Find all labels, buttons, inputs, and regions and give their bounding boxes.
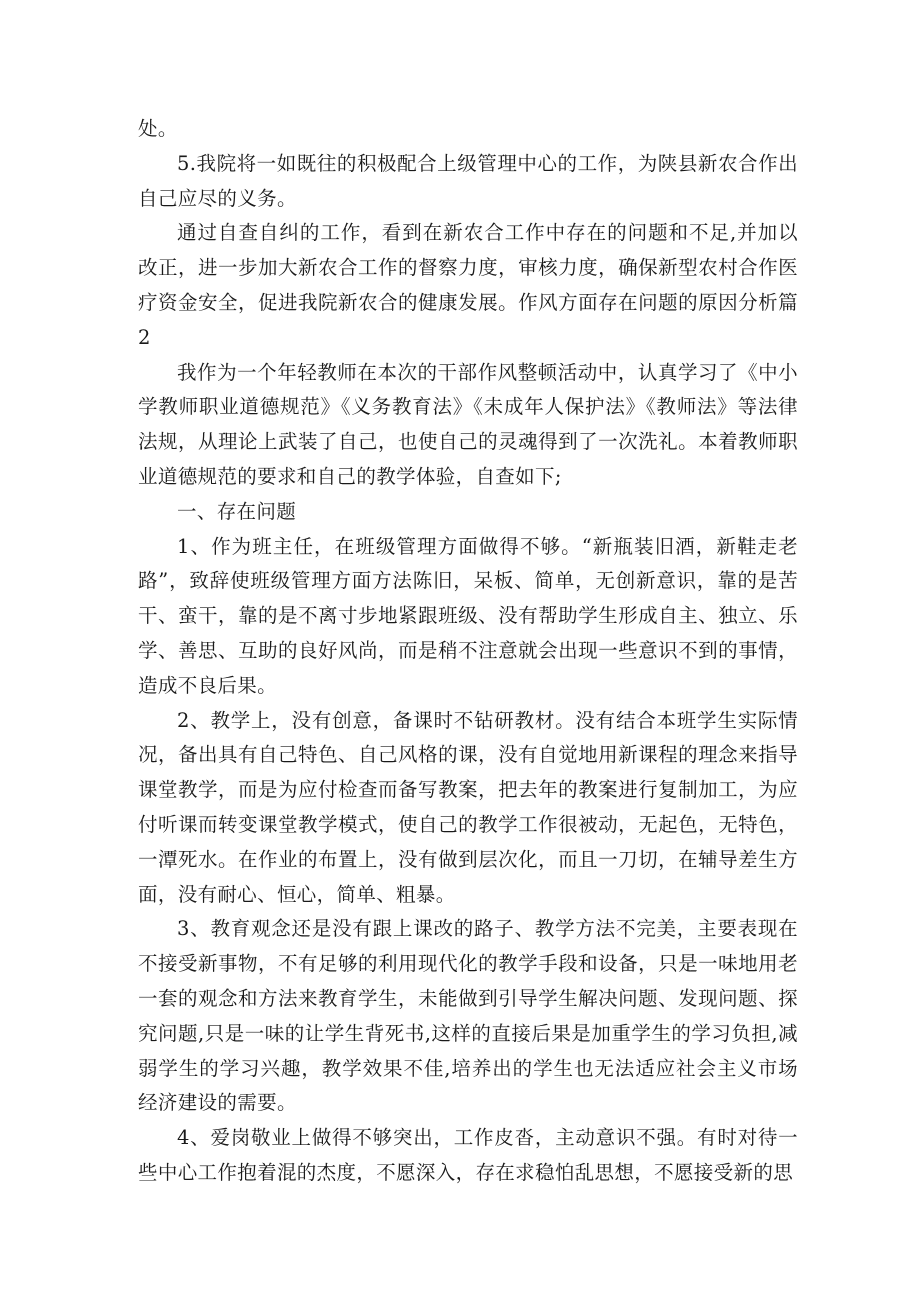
paragraph-continuation: 处。 — [138, 117, 178, 140]
document-body — [138, 112, 798, 1191]
section-heading: 一、存在问题 — [177, 499, 297, 523]
paragraph-issue-2: 2、教学上，没有创意，备课时不钻研教材。没有结合本班学生实际情况，备出具有自己特色、自己风格的课，没有自觉地用新课程的理念来指导课堂教学，而是为应付检查而备写教案，把去年的教案进行复制加工，为应付听课而转变课堂教学模式，使自己的教学工作很被动，无起色，无特色，一潭死水。在作业的布置上，没有做到层次化，而且一刀切，在辅导差生方面，没有耐心、恒心，简单、粗暴。 — [138, 708, 798, 906]
paragraph-issue-4: 4、爱岗敬业上做得不够突出，工作皮沓，主动意识不强。有时对待一些中心工作抱着混的杰度，不愿深入，存在求稳怕乱思想，不愿接受新的思 — [138, 1126, 798, 1184]
paragraph-item-5: 5.我院将一如既往的积极配合上级管理中心的工作，为陕县新农合作出自己应尽的义务。 — [138, 151, 798, 210]
paragraph-issue-1: 1、作为班主任，在班级管理方面做得不够。“新瓶装旧酒，新鞋走老路”，致辞使班级管理方面方法陈旧，呆板、简单，无创新意识，靠的是苦干、蛮干，靠的是不离寸步地紧跟班级、没有帮助学生形成自主、独立、乐学、善思、互助的良好风尚，而是稍不注意就会出现一些意识不到的事情，造成不良后果。 — [138, 534, 798, 697]
paragraph-summary: 通过自查自纠的工作，看到在新农合工作中存在的问题和不足,并加以改正，进一步加大新农合工作的督察力度，审核力度，确保新型农村合作医疗资金安全，促进我院新农合的健康发展。作风方面存在问题的原因分析篇2 — [138, 221, 798, 349]
paragraph-intro: 我作为一个年轻教师在本次的干部作风整顿活动中，认真学习了《中小学教师职业道德规范》《义务教育法》《未成年人保护法》《教师法》等法律法规，从理论上武装了自己，也使自己的灵魂得到了一次洗礼。本着教师职业道德规范的要求和自己的教学体验，自查如下; — [138, 360, 798, 488]
paragraph-issue-3: 3、教育观念还是没有跟上课改的路子、教学方法不完美，主要表现在不接受新事物，不有足够的利用现代化的教学手段和设备，只是一味地用老一套的观念和方法来教育学生，未能做到引导学生解决问题、发现问题、探究问题,只是一味的让学生背死书,这样的直接后果是加重学生的学习负担,减弱学生的学习兴趣，教学效果不佳,培养出的学生也无法适应社会主义市场经济建设的需要。 — [138, 917, 798, 1115]
